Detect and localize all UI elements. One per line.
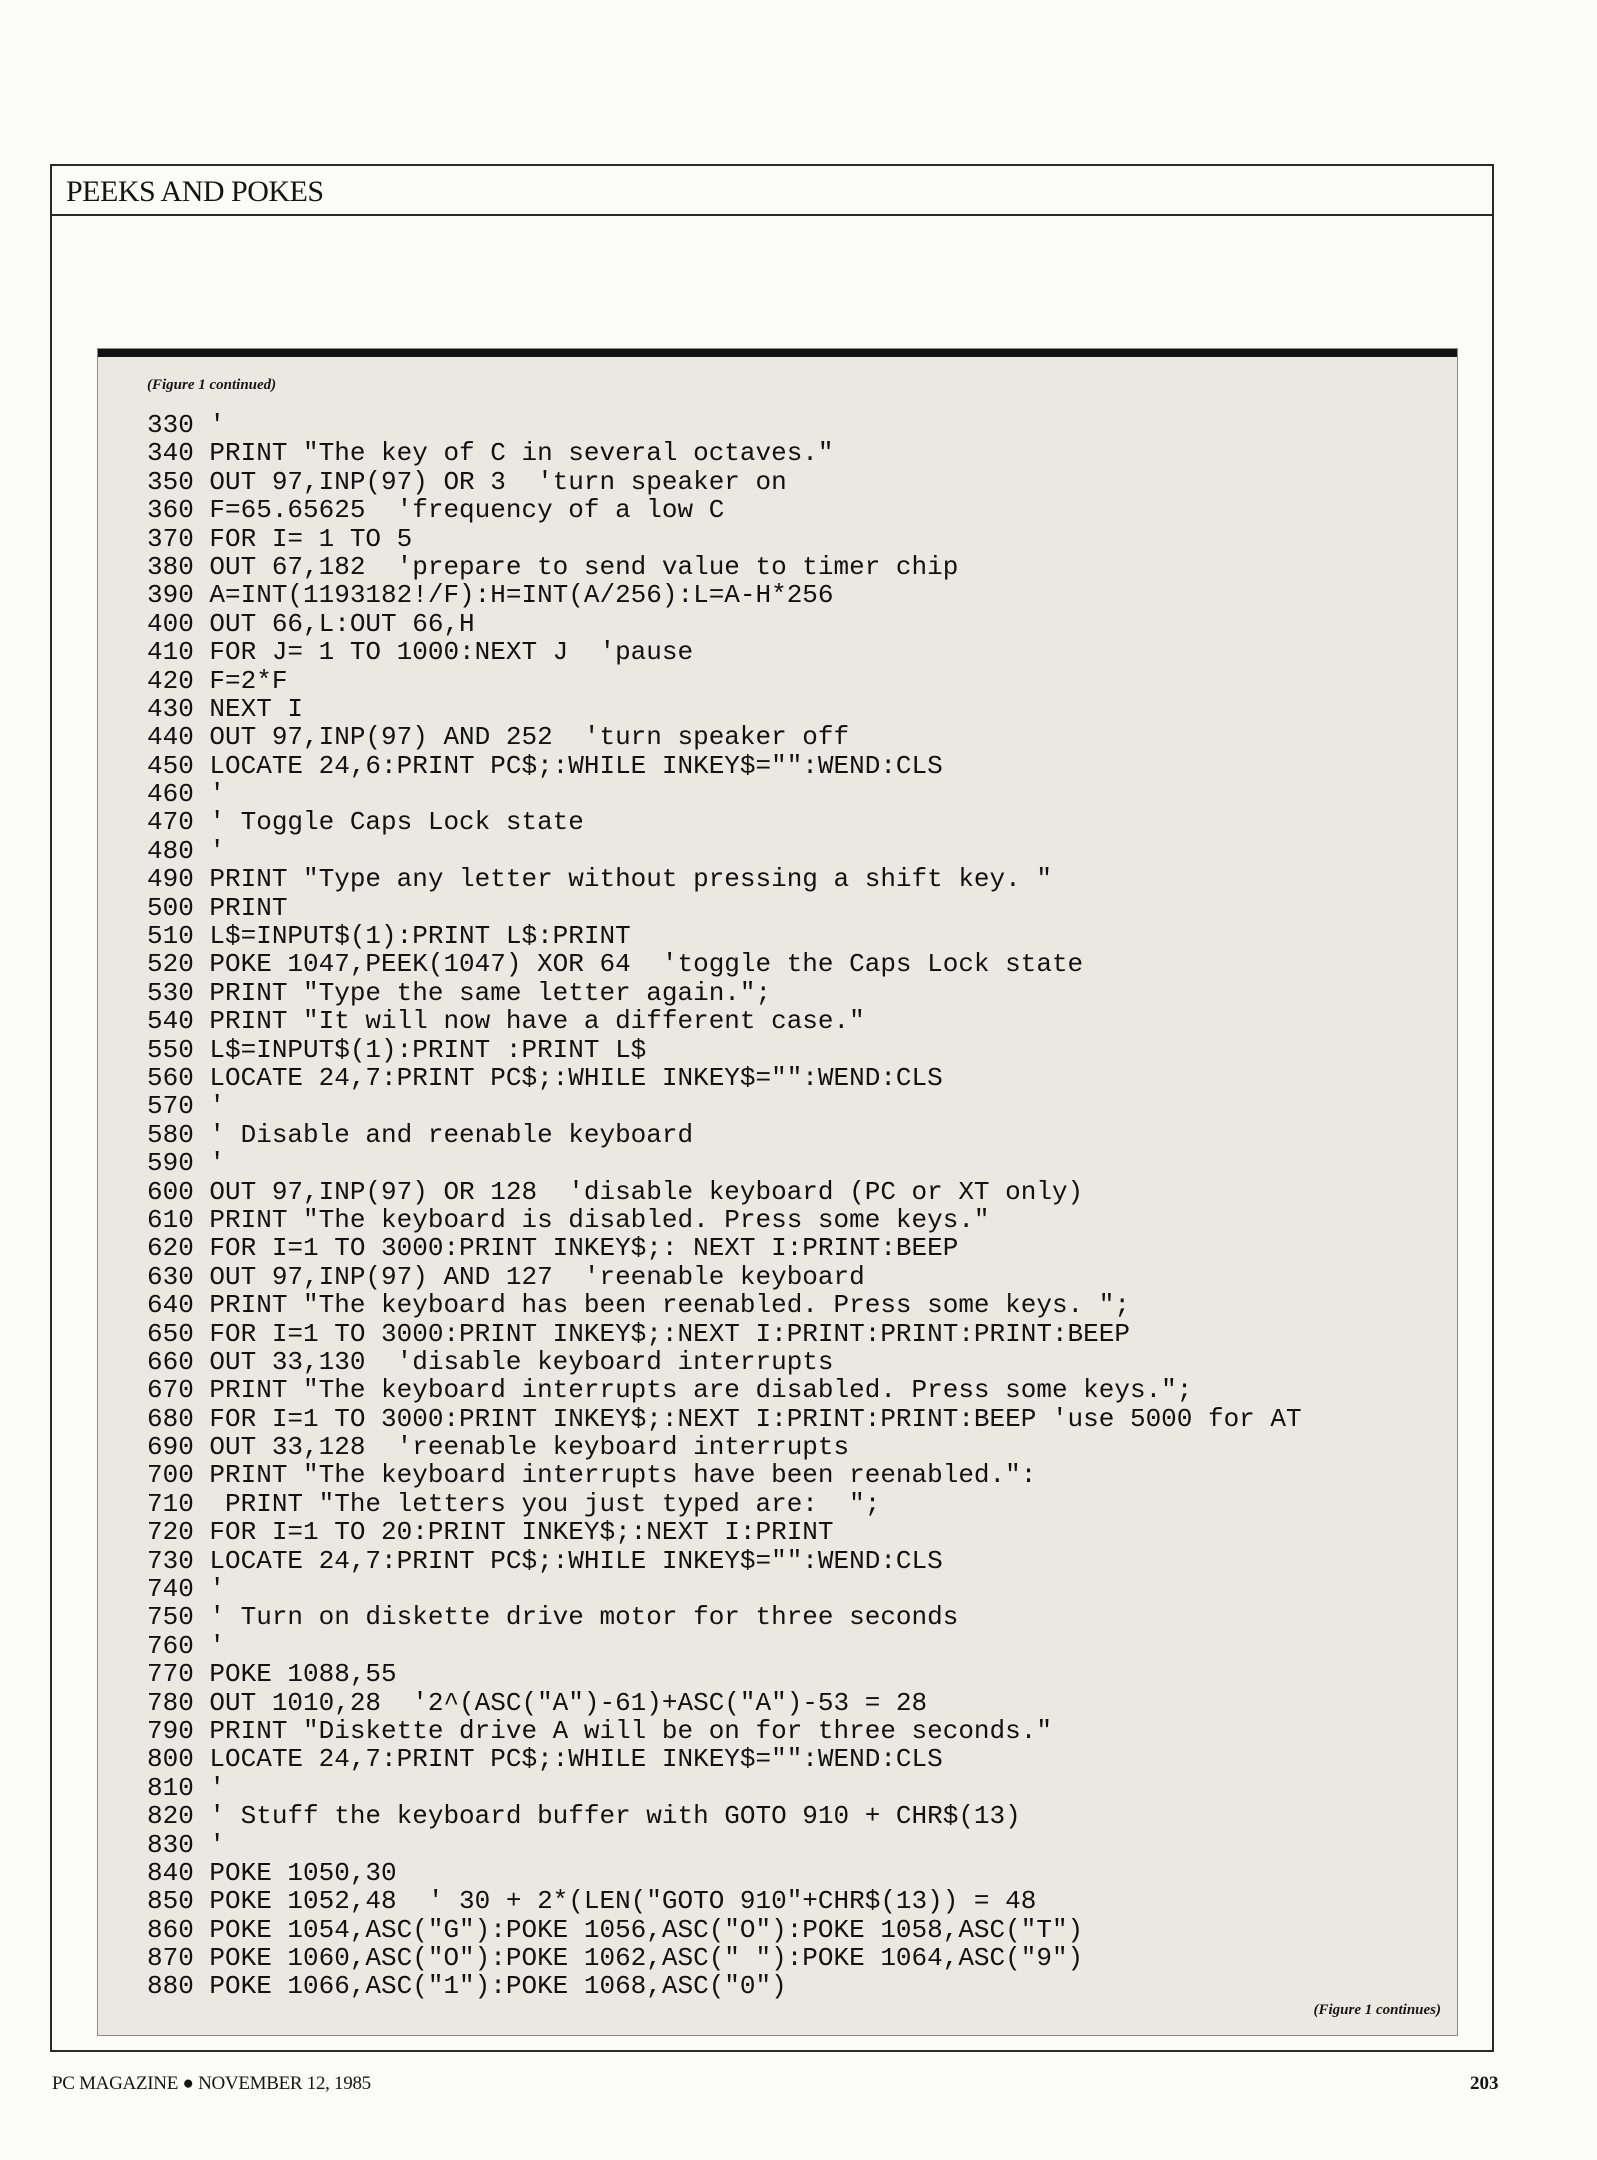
code-line: 350 OUT 97,INP(97) OR 3 'turn speaker on [147,466,787,497]
code-line: 680 FOR I=1 TO 3000:PRINT INKEY$;:NEXT I:PRINT:PRINT:BEEP 'use 5000 for AT [147,1403,1302,1434]
code-line: 440 OUT 97,INP(97) AND 252 'turn speaker off [147,722,850,753]
code-line: 460 ' [147,779,226,810]
section-header [52,166,1492,216]
code-listing-box [97,348,1458,2036]
code-line: 500 PRINT [147,892,288,923]
code-line: 760 ' [147,1630,226,1661]
code-line: 780 OUT 1010,28 '2^(ASC("A")-61)+ASC("A")-53 = 28 [147,1687,928,1718]
figure-caption-continues: (Figure 1 continues) [1313,2002,1441,2018]
code-line: 750 ' Turn on diskette drive motor for three seconds [147,1602,959,1633]
code-line: 710 PRINT "The letters you just typed are: "; [147,1488,881,1519]
code-line: 740 ' [147,1574,226,1605]
page-frame [50,164,1494,2052]
page-number: 203 [1470,2073,1499,2094]
code-line: 490 PRINT "Type any letter without pressing a shift key. " [147,864,1052,895]
code-line: 370 FOR I= 1 TO 5 [147,523,413,554]
code-line: 610 PRINT "The keyboard is disabled. Press some keys." [147,1204,990,1235]
code-line: 690 OUT 33,128 'reenable keyboard interrupts [147,1432,850,1463]
code-line: 820 ' Stuff the keyboard buffer with GOTO 910 + CHR$(13) [147,1801,1021,1832]
code-line: 650 FOR I=1 TO 3000:PRINT INKEY$;:NEXT I:PRINT:PRINT:PRINT:BEEP [147,1318,1130,1349]
code-line: 640 PRINT "The keyboard has been reenabled. Press some keys. "; [147,1290,1130,1321]
code-line: 550 L$=INPUT$(1):PRINT :PRINT L$ [147,1034,647,1065]
figure-caption-continued: (Figure 1 continued) [147,377,277,393]
code-line: 580 ' Disable and reenable keyboard [147,1119,694,1150]
code-line: 330 ' [147,410,226,440]
code-line: 410 FOR J= 1 TO 1000:NEXT J 'pause [147,637,694,668]
code-line: 470 ' Toggle Caps Lock state [147,807,584,838]
code-line: 790 PRINT "Diskette drive A will be on for three seconds." [147,1715,1052,1746]
code-line: 480 ' [147,835,226,866]
code-line: 810 ' [147,1772,226,1803]
code-line: 360 F=65.65625 'frequency of a low C [147,495,725,526]
code-line: 720 FOR I=1 TO 20:PRINT INKEY$;:NEXT I:PRINT [147,1517,834,1548]
code-line: 570 ' [147,1091,226,1122]
code-line: 340 PRINT "The key of C in several octaves." [147,438,834,469]
code-line: 540 PRINT "It will now have a different case." [147,1006,865,1037]
code-line: 730 LOCATE 24,7:PRINT PC$;:WHILE INKEY$="":WEND:CLS [147,1545,943,1576]
footer-publication: PC MAGAZINE ● NOVEMBER 12, 1985 [52,2073,371,2094]
code-line: 870 POKE 1060,ASC("O"):POKE 1062,ASC(" "):POKE 1064,ASC("9") [147,1943,1084,1974]
code-line: 770 POKE 1088,55 [147,1659,397,1690]
code-listing [147,411,1302,2001]
code-line: 380 OUT 67,182 'prepare to send value to timer chip [147,551,959,582]
code-line: 630 OUT 97,INP(97) AND 127 'reenable keyboard [147,1261,865,1292]
code-line: 520 POKE 1047,PEEK(1047) XOR 64 'toggle the Caps Lock state [147,949,1084,980]
code-line: 620 FOR I=1 TO 3000:PRINT INKEY$;: NEXT I:PRINT:BEEP [147,1233,959,1264]
code-line: 420 F=2*F [147,665,288,696]
code-line: 560 LOCATE 24,7:PRINT PC$;:WHILE INKEY$="":WEND:CLS [147,1062,943,1093]
code-line: 850 POKE 1052,48 ' 30 + 2*(LEN("GOTO 910"+CHR$(13)) = 48 [147,1886,1037,1917]
code-line: 450 LOCATE 24,6:PRINT PC$;:WHILE INKEY$="":WEND:CLS [147,750,943,781]
code-line: 400 OUT 66,L:OUT 66,H [147,608,475,639]
code-line: 860 POKE 1054,ASC("G"):POKE 1056,ASC("O"):POKE 1058,ASC("T") [147,1914,1084,1945]
code-line: 660 OUT 33,130 'disable keyboard interrupts [147,1346,834,1377]
code-line: 880 POKE 1066,ASC("1"):POKE 1068,ASC("0") [147,1971,787,2002]
listing-top-rule [98,349,1457,357]
code-line: 600 OUT 97,INP(97) OR 128 'disable keyboard (PC or XT only) [147,1176,1084,1207]
code-line: 430 NEXT I [147,693,304,724]
code-line: 830 ' [147,1829,226,1860]
code-line: 590 ' [147,1148,226,1179]
code-line: 530 PRINT "Type the same letter again."; [147,977,772,1008]
code-line: 390 A=INT(1193182!/F):H=INT(A/256):L=A-H*256 [147,580,834,611]
code-line: 840 POKE 1050,30 [147,1857,397,1888]
code-line: 670 PRINT "The keyboard interrupts are disabled. Press some keys."; [147,1375,1193,1406]
section-title: PEEKS AND POKES [66,175,324,208]
code-line: 800 LOCATE 24,7:PRINT PC$;:WHILE INKEY$="":WEND:CLS [147,1744,943,1775]
code-line: 510 L$=INPUT$(1):PRINT L$:PRINT [147,921,631,952]
code-line: 700 PRINT "The keyboard interrupts have been reenabled.": [147,1460,1037,1491]
